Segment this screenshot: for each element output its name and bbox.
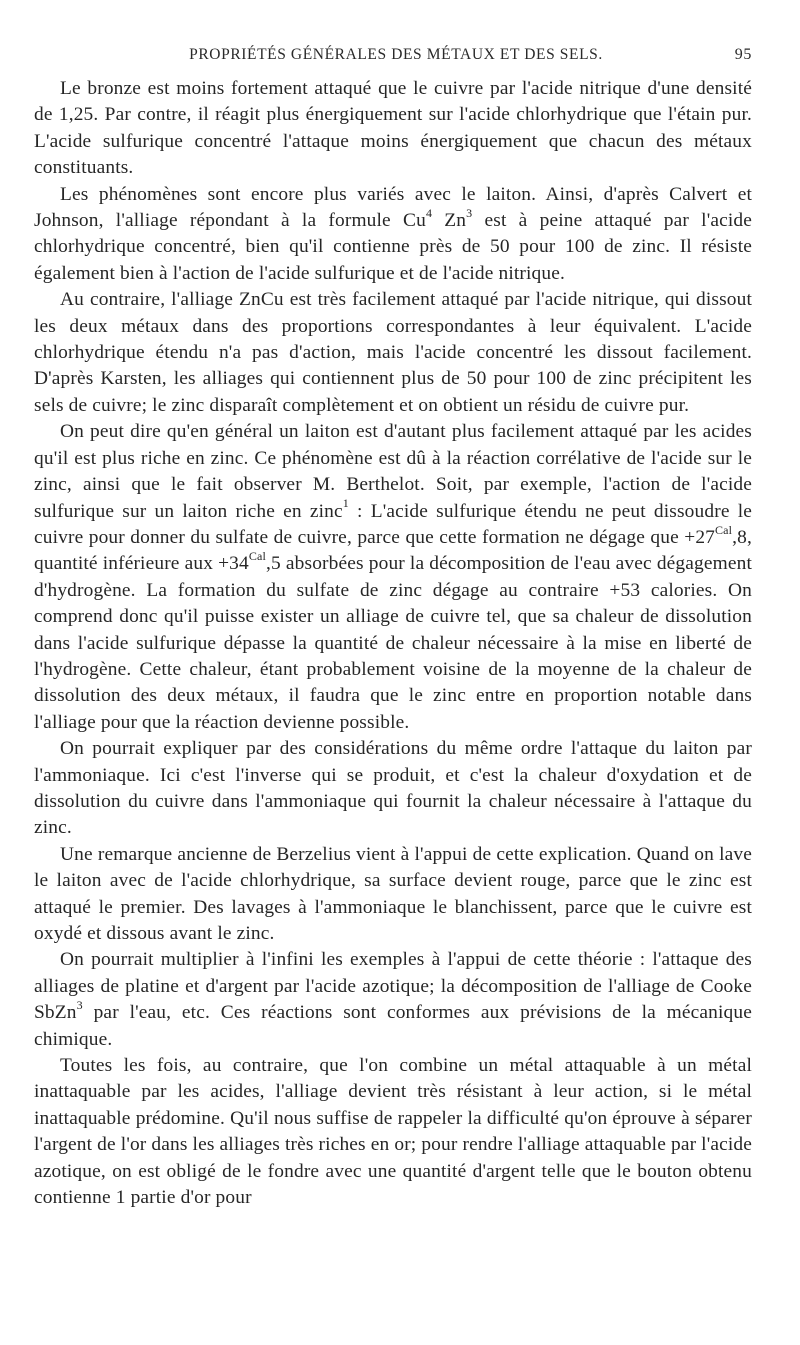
paragraph: [34, 419, 752, 736]
text-run: : L'acide sulfurique étendu ne peut dissoudre le cuivre pour donner du sulfate de cuivre, parce que cette formation ne dégage que +27: [34, 500, 753, 548]
paragraph: [34, 287, 752, 419]
text-run: ,8, quantité inférieure aux +34: [34, 526, 752, 575]
text-run: On pourrait expliquer par des considérations du même ordre l'attaque du laiton par l'ammoniaque. Ici c'est l'inverse qui se produit, et c'est la chaleur d'oxydation et de dissolution du cuivre dans l'ammoniaque qui fournit la chaleur nécessaire à l'attaque du zinc.: [34, 738, 752, 839]
body-text: [34, 76, 752, 1211]
text-run: On pourrait multiplier à l'infini les exemples à l'appui de cette théorie : l'attaque des alliages de platine et d'argent par l'acide azotique; la décomposition de l'alliage de Cooke SbZn: [34, 949, 752, 1024]
paragraph: [34, 1053, 752, 1211]
text-run: Le bronze est moins fortement attaqué que le cuivre par l'acide nitrique d'une densité de 1,25. Par contre, il réagit plus énergiquement sur l'acide chlorhydrique que l'étain pur. L'acide sulfurique concentré l'attaque moins énergiquement que chacun des métaux constituants.: [34, 78, 752, 179]
running-header: [34, 46, 752, 74]
superscript: Cal: [715, 522, 733, 537]
text-run: est à peine attaqué par l'acide chlorhydrique concentré, bien qu'il contienne près de 50 pour 100 de zinc. Il résiste également bien à l'action de l'acide sulfurique et de l'acide nitrique.: [34, 210, 752, 284]
text-run: Toutes les fois, au contraire, que l'on combine un métal attaquable à un métal inattaquable par les acides, l'alliage devient très résistant à leur action, si le métal inattaquable prédomine. Qu'il nous suffise de rappeler la difficulté qu'on éprouve à séparer l'argent de l'or dans les alliages très riches en or; pour rendre l'alliage attaquable par l'acide azotique, on est obligé de le fondre avec une quantité d'argent telle que le bouton obtenu contienne 1 partie d'or pour: [34, 1055, 753, 1209]
superscript: 3: [76, 997, 83, 1012]
text-run: Zn: [432, 210, 467, 232]
text-run: Une remarque ancienne de Berzelius vient à l'appui de cette explication. Quand on lave le laiton avec de l'acide chlorhydrique, sa surface devient rouge, parce que le zinc est attaqué le premier. Des lavages à l'ammoniaque le blanchissent, parce que le cuivre est oxydé et dissous avant le zinc.: [34, 843, 752, 944]
text-run: par l'eau, etc. Ces réactions sont conformes aux prévisions de la mécanique chimique.: [34, 1002, 752, 1050]
superscript: 3: [466, 205, 473, 220]
superscript: 4: [425, 205, 433, 220]
page-number: 95: [734, 46, 752, 63]
superscript: 1: [342, 496, 349, 511]
text-run: ,5 absorbées pour la décomposition de l'eau avec dégagement d'hydrogène. La formation du sulfate de zinc dégage au contraire +53 calories. On comprend donc qu'il puisse exister un alliage de cuivre tel, que sa chaleur de dissolution dans l'acide sulfurique dépasse la quantité de chaleur nécessaire à la mise en liberté de l'hydrogène. Cette chaleur, étant probablement voisine de la moyenne de la chaleur de dissolution des deux métaux, il faudra que le zinc entre en proportion notable dans l'alliage pour que la réaction devienne possible.: [34, 553, 753, 733]
paragraph: [34, 736, 752, 842]
paragraph: [34, 842, 752, 948]
paragraph: [34, 947, 752, 1053]
text-run: Au contraire, l'alliage ZnCu est très facilement attaqué par l'acide nitrique, qui dissout les deux métaux dans des proportions correspondantes à leur équivalent. L'acide chlorhydrique étendu n'a pas d'action, mais l'acide concentré les dissout facilement. D'après Karsten, les alliages qui contiennent plus de 50 pour 100 de zinc précipitent les sels de cuivre; le zinc disparaît complètement et on obtient un résidu de cuivre pur.: [34, 289, 752, 416]
paragraph: [34, 76, 752, 182]
paragraph: [34, 182, 752, 288]
superscript: Cal: [248, 549, 267, 564]
text-run: Les phénomènes sont encore plus variés avec le laiton. Ainsi, d'après Calvert et Johnson, l'alliage répondant à la formule Cu: [34, 183, 752, 232]
text-run: On peut dire qu'en général un laiton est d'autant plus facilement attaqué par les acides qu'il est plus riche en zinc. Ce phénomène est dû à la réaction corrélative de l'acide sur le zinc, ainsi que le fait observer M. Berthelot. Soit, par exemple, l'action de l'acide sulfurique sur un laiton riche en zinc: [34, 421, 752, 522]
running-title: PROPRIÉTÉS GÉNÉRALES DES MÉTAUX ET DES SELS.: [189, 46, 603, 63]
